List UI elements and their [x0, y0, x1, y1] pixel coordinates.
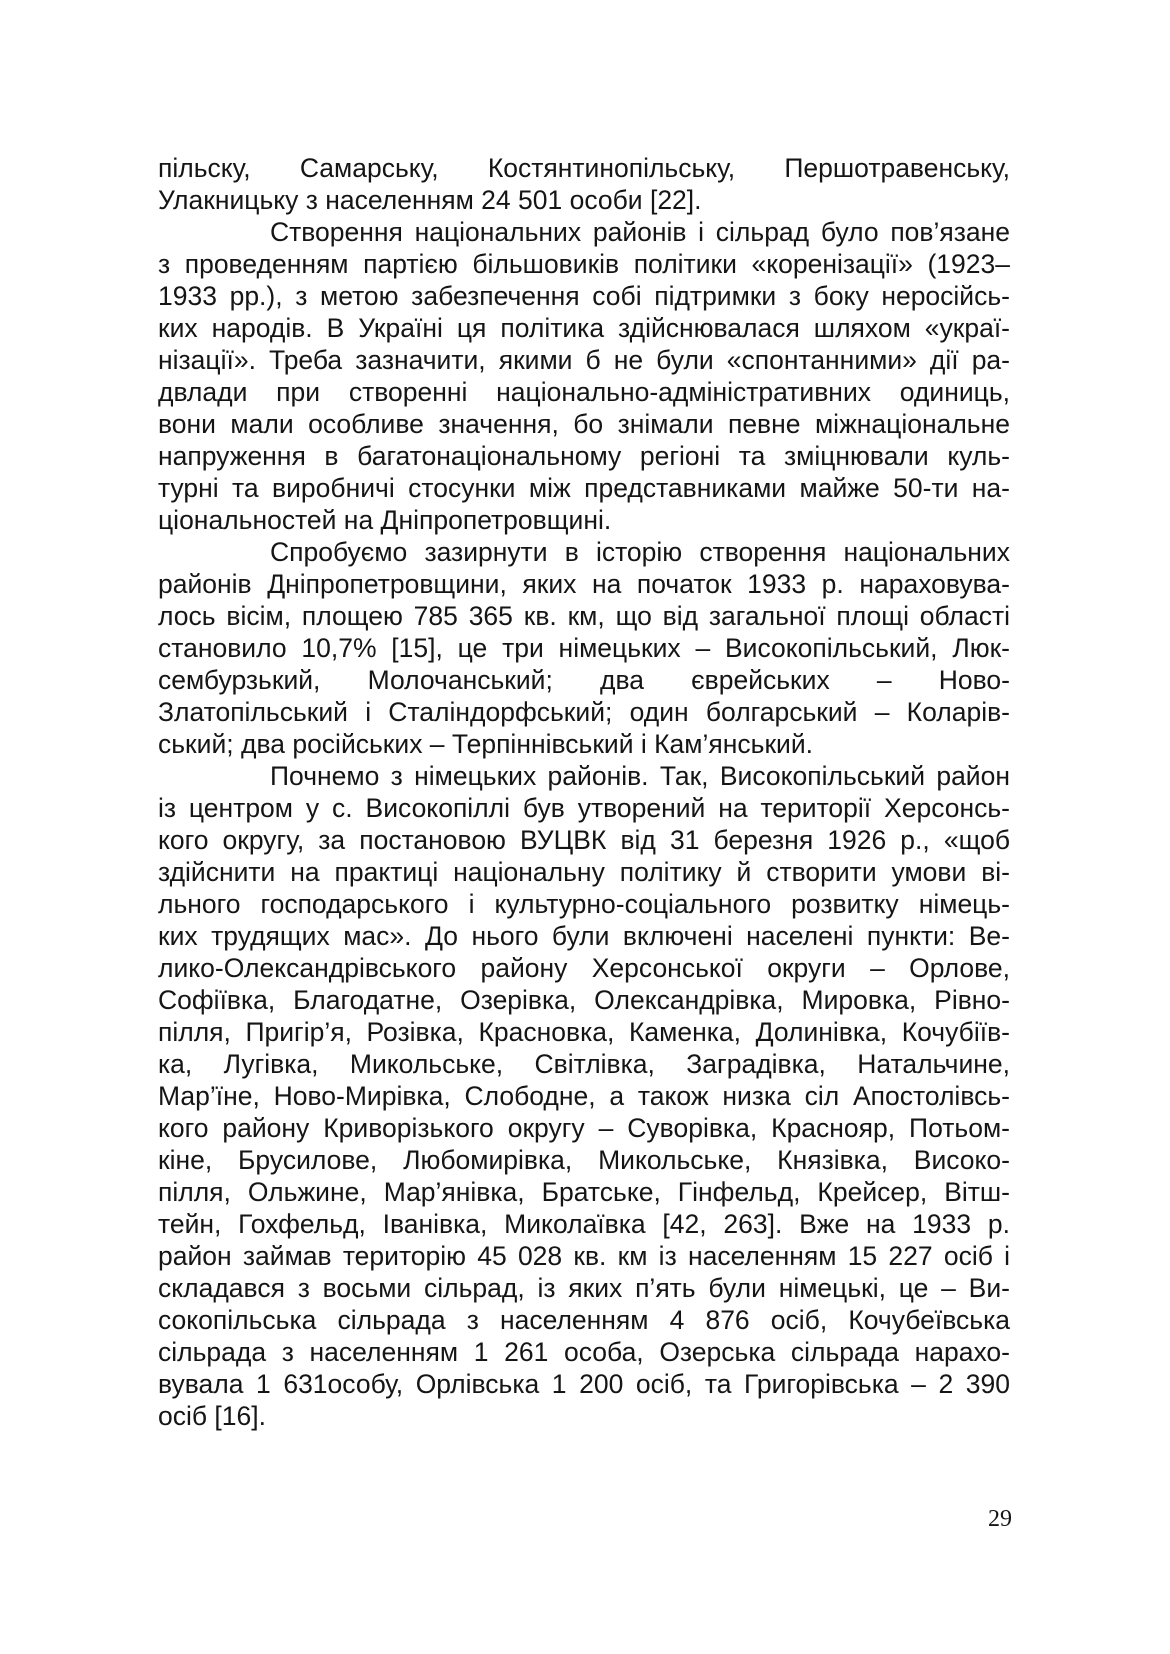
text-line: з проведенням партією більшовиків політики «коренізації» (1923– — [158, 249, 1010, 279]
text-line: район займав територію 45 028 кв. км із населенням 15 227 осіб і — [158, 1241, 1010, 1271]
text-line: районів Дніпропетровщини, яких на початок 1933 р. нараховува- — [158, 569, 1010, 599]
text-line: пілля, Пригір’я, Розівка, Красновка, Каменка, Долинівка, Кочубіїв- — [158, 1017, 1010, 1047]
paragraph — [158, 760, 1010, 1432]
paragraph — [158, 152, 1010, 216]
text-line: двлади при створенні національно-адміністративних одиниць, — [158, 377, 1010, 407]
paragraph — [158, 216, 1010, 536]
text-line: сембурзький, Молочанський; два єврейських – Ново- — [158, 665, 1010, 695]
text-line: тейн, Гохфельд, Іванівка, Миколаївка [42, 263]. Вже на 1933 р. — [158, 1209, 1010, 1239]
text-line: вони мали особливе значення, бо знімали певне міжнаціональне — [158, 409, 1010, 439]
text-line: ких трудящих мас». До нього були включені населені пункти: Ве- — [158, 921, 1010, 951]
text-line: складався з восьми сільрад, із яких п’ять були німецькі, це – Ви- — [158, 1273, 1010, 1303]
text-line: кого району Криворізького округу – Суворівка, Краснояр, Потьом- — [158, 1113, 1010, 1143]
text-line: із центром у с. Високопіллі був утворений на території Херсонсь- — [158, 793, 1010, 823]
text-line: вувала 1 631особу, Орлівська 1 200 осіб, та Григорівська – 2 390 — [158, 1369, 1010, 1399]
text-line: Почнемо з німецьких районів. Так, Високопільський район — [270, 761, 1010, 791]
text-line: турні та виробничі стосунки між представниками майже 50-ти на- — [158, 473, 1010, 503]
text-line: осіб [16]. — [158, 1401, 266, 1431]
text-line: ціональностей на Дніпропетровщині. — [158, 505, 612, 535]
text-line: ський; два російських – Терпіннівський і Кам’янський. — [158, 729, 814, 759]
text-line: Софіївка, Благодатне, Озерівка, Олександрівка, Мировка, Рівно- — [158, 985, 1010, 1015]
text-line: ка, Лугівка, Микольське, Світлівка, Заградівка, Натальчине, — [158, 1049, 1010, 1079]
text-line: лико-Олександрівського району Херсонської округи – Орлове, — [158, 953, 1010, 983]
text-line: Улакницьку з населенням 24 501 особи [22]. — [158, 185, 702, 215]
text-line: напруження в багатонаціональному регіоні та зміцнювали куль- — [158, 441, 1010, 471]
text-line: пільску, Самарську, Костянтинопільську, Першотравенську, — [158, 153, 1010, 183]
text-line: пілля, Ольжине, Мар’янівка, Братське, Гінфельд, Крейсер, Вітш- — [158, 1177, 1010, 1207]
text-line: нізації». Треба зазначити, якими б не були «спонтанними» дії ра- — [158, 345, 1010, 375]
body-text — [158, 152, 1010, 1432]
text-line: ких народів. В Україні ця політика здійснювалася шляхом «украї- — [158, 313, 1010, 343]
text-line: становило 10,7% [15], це три німецьких – Високопільський, Люк- — [158, 633, 1010, 663]
text-line: Златопільський і Сталіндорфський; один болгарський – Коларів- — [158, 697, 1010, 727]
text-line: сокопільська сільрада з населенням 4 876 осіб, Кочубеївська — [158, 1305, 1010, 1335]
text-line: Спробуємо зазирнути в історію створення національних — [270, 537, 1010, 567]
text-line: сільрада з населенням 1 261 особа, Озерська сільрада нарахо- — [158, 1337, 1010, 1367]
text-line: Створення національних районів і сільрад було пов’язане — [270, 217, 1010, 247]
paragraph — [158, 536, 1010, 760]
text-line: Мар’їне, Ново-Мирівка, Слободне, а також низка сіл Апостолівсь- — [158, 1081, 1010, 1111]
text-line: кого округу, за постановою ВУЦВК від 31 березня 1926 р., «щоб — [158, 825, 1010, 855]
page-number: 29 — [988, 1506, 1012, 1532]
text-line: 1933 рр.), з метою забезпечення собі підтримки з боку неросійсь- — [158, 281, 1010, 311]
text-line: здійснити на практиці національну політику й створити умови ві- — [158, 857, 1010, 887]
text-line: лось вісім, площею 785 365 кв. км, що від загальної площі області — [158, 601, 1010, 631]
text-line: льного господарського і культурно-соціального розвитку німець- — [158, 889, 1010, 919]
text-line: кіне, Брусилове, Любомирівка, Микольське, Князівка, Високо- — [158, 1145, 1010, 1175]
